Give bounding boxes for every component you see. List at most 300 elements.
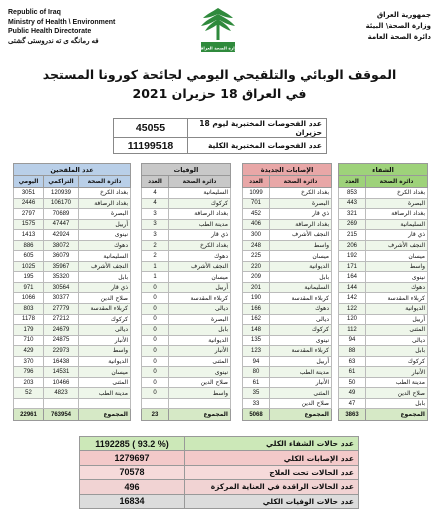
deaths-province: ميسان — [169, 272, 231, 283]
vaccinated-count: 370 — [14, 356, 44, 367]
recovered-province: بابل — [366, 398, 428, 409]
vaccinated-province: أربيل — [79, 219, 131, 230]
deaths-count: 0 — [142, 346, 169, 357]
cases-title-row — [243, 164, 332, 176]
header-ar-line: جمهورية العراق — [376, 11, 431, 19]
vaccinated-count: 14531 — [44, 367, 79, 378]
recovered-count: 171 — [339, 261, 366, 272]
recovered-total-cell: 3863 — [339, 409, 366, 421]
deaths-section-title: الوفيات — [142, 164, 231, 176]
recovered-title-row — [339, 164, 428, 176]
deaths-total-cell: 23 — [142, 409, 169, 421]
deaths-total-row — [142, 409, 231, 421]
recovered-row — [339, 240, 428, 251]
deaths-col-header: دائرة الصحة — [169, 176, 231, 188]
recovered-province: بغداد الرصافة — [366, 209, 428, 220]
vaccinated-count: 36079 — [44, 251, 79, 262]
cases-count: 35 — [243, 388, 270, 399]
vaccinated-province: صلاح الدين — [79, 293, 131, 304]
vaccinated-count: 22973 — [44, 346, 79, 357]
cases-row — [243, 314, 332, 325]
vaccinated-row — [14, 377, 131, 388]
vaccinated-row — [14, 388, 131, 399]
recovered-count: 88 — [339, 346, 366, 357]
vaccinated-province: بابل — [79, 272, 131, 283]
deaths-row — [142, 293, 231, 304]
cases-count: 201 — [243, 282, 270, 293]
deaths-province: دهوك — [169, 251, 231, 262]
recovered-count: 206 — [339, 240, 366, 251]
deaths-count: 0 — [142, 325, 169, 336]
recovered-count: 49 — [339, 388, 366, 399]
recovered-province: البصرة — [366, 198, 428, 209]
vaccinated-count: 70689 — [44, 209, 79, 220]
vaccinated-count: 1413 — [14, 230, 44, 241]
recovered-row — [339, 251, 428, 262]
vaccinated-count: 42924 — [44, 230, 79, 241]
deaths-province — [169, 398, 231, 409]
vaccinated-count: 179 — [14, 325, 44, 336]
summary-label: عدد الإصابات الكلي — [185, 451, 359, 465]
vaccinated-count: 796 — [14, 367, 44, 378]
cases-province: الديوانية — [270, 261, 332, 272]
vaccinated-count: 203 — [14, 377, 44, 388]
deaths-province: الديوانية — [169, 335, 231, 346]
vaccinated-count: 27779 — [44, 304, 79, 315]
deaths-row — [142, 209, 231, 220]
vaccinated-count: 16438 — [44, 356, 79, 367]
deaths-province: كركوك — [169, 198, 231, 209]
vaccinated-count — [14, 398, 44, 409]
recovered-count: 142 — [339, 293, 366, 304]
vaccinated-count: 886 — [14, 240, 44, 251]
cases-province: نينوى — [270, 335, 332, 346]
deaths-count: 3 — [142, 209, 169, 220]
daily-tests-label: عدد الفحوصات المختبرية ليوم 18 حزيران — [188, 119, 327, 138]
cases-province: الأنبار — [270, 377, 332, 388]
deaths-count: 3 — [142, 219, 169, 230]
deaths-row — [142, 335, 231, 346]
summary-row — [80, 494, 359, 508]
cases-province: ذي قار — [270, 209, 332, 220]
cases-row — [243, 293, 332, 304]
cases-province: واسط — [270, 240, 332, 251]
vaccinated-province: ديالى — [79, 325, 131, 336]
deaths-province: بابل — [169, 325, 231, 336]
vaccinated-title-row — [14, 164, 131, 176]
vaccinated-col-header: اليومي — [14, 176, 44, 188]
vaccinated-province: البصرة — [79, 209, 131, 220]
cases-row — [243, 230, 332, 241]
vaccinated-total-cell: 763954 — [44, 409, 79, 421]
deaths-province: ديالى — [169, 304, 231, 315]
recovered-province: ذي قار — [366, 230, 428, 241]
deaths-count: 0 — [142, 304, 169, 315]
vaccinated-count: 195 — [14, 272, 44, 283]
summary-value: 1192285 ( 93.2 %) — [80, 437, 185, 451]
recovered-count: 144 — [339, 282, 366, 293]
cases-province: كركوك — [270, 325, 332, 336]
deaths-count: 2 — [142, 251, 169, 262]
vaccinated-count: 30564 — [44, 282, 79, 293]
recovered-count: 443 — [339, 198, 366, 209]
cases-row — [243, 240, 332, 251]
deaths-count: 3 — [142, 230, 169, 241]
cases-province: ديالى — [270, 314, 332, 325]
recovered-table — [338, 163, 428, 421]
logo-text: وزارة الصحة العراقية — [196, 45, 240, 51]
cases-count: 701 — [243, 198, 270, 209]
recovered-count: 122 — [339, 304, 366, 315]
vaccinated-count: 35967 — [44, 261, 79, 272]
vaccinated-row — [14, 356, 131, 367]
recovered-total-cell: المجموع — [366, 409, 428, 421]
vaccinated-province: ذي قار — [79, 282, 131, 293]
recovered-count: 853 — [339, 188, 366, 199]
vaccinated-province: بغداد الرصافة — [79, 198, 131, 209]
recovered-row — [339, 335, 428, 346]
recovered-row — [339, 188, 428, 199]
cases-column-headers — [243, 176, 332, 188]
vaccinated-row — [14, 335, 131, 346]
cases-province: دهوك — [270, 304, 332, 315]
vaccinated-col-header: دائرة الصحة — [79, 176, 131, 188]
deaths-count — [142, 398, 169, 409]
cases-row — [243, 188, 332, 199]
vaccinated-province: بغداد الكرخ — [79, 188, 131, 199]
cases-row — [243, 377, 332, 388]
vaccinated-row — [14, 325, 131, 336]
recovered-row — [339, 293, 428, 304]
vaccinated-province: كركوك — [79, 314, 131, 325]
recovered-count: 94 — [339, 335, 366, 346]
tests-row — [114, 119, 327, 138]
recovered-province: واسط — [366, 261, 428, 272]
vaccinated-count: 38072 — [44, 240, 79, 251]
cases-row — [243, 304, 332, 315]
vaccinated-count: 3051 — [14, 188, 44, 199]
vaccinated-count: 47447 — [44, 219, 79, 230]
header-kurdish-line: فه رمانگه ی ته ندروستی گشتی — [8, 37, 99, 45]
deaths-row — [142, 377, 231, 388]
cases-row — [243, 398, 332, 409]
vaccinated-row — [14, 293, 131, 304]
ministry-logo-icon — [193, 4, 243, 56]
recovered-row — [339, 272, 428, 283]
recovered-province: دهوك — [366, 282, 428, 293]
vaccinated-count: 803 — [14, 304, 44, 315]
recovered-province: أربيل — [366, 314, 428, 325]
recovered-count: 192 — [339, 251, 366, 262]
vaccinated-section-title: عدد الملقحين — [14, 164, 131, 176]
cases-province: مدينة الطب — [270, 367, 332, 378]
cases-count: 94 — [243, 356, 270, 367]
cases-row — [243, 272, 332, 283]
deaths-province: مدينة الطب — [169, 219, 231, 230]
summary-value: 1279697 — [80, 451, 185, 465]
vaccinated-count: 710 — [14, 335, 44, 346]
header-ar-line: وزارة الصحة\ البيئة — [365, 22, 431, 30]
recovered-count: 269 — [339, 219, 366, 230]
cases-count: 406 — [243, 219, 270, 230]
summary-row — [80, 437, 359, 451]
cases-province: بغداد الكرخ — [270, 188, 332, 199]
deaths-count: 0 — [142, 293, 169, 304]
recovered-row — [339, 261, 428, 272]
deaths-row — [142, 356, 231, 367]
cases-count: 123 — [243, 346, 270, 357]
deaths-province: الأنبار — [169, 346, 231, 357]
vaccinated-province: النجف الأشرف — [79, 261, 131, 272]
deaths-province: بغداد الرصافة — [169, 209, 231, 220]
recovered-row — [339, 388, 428, 399]
vaccinated-count: 429 — [14, 346, 44, 357]
vaccinated-row — [14, 198, 131, 209]
deaths-row — [142, 282, 231, 293]
new-cases-table — [242, 163, 332, 421]
vaccinated-row — [14, 219, 131, 230]
cases-row — [243, 367, 332, 378]
cases-count: 61 — [243, 377, 270, 388]
deaths-count: 4 — [142, 188, 169, 199]
deaths-count: 1 — [142, 272, 169, 283]
deaths-province: السليمانية — [169, 188, 231, 199]
cases-total-cell: المجموع — [270, 409, 332, 421]
recovered-province: كركوك — [366, 356, 428, 367]
vaccinated-count: 27212 — [44, 314, 79, 325]
cases-count: 162 — [243, 314, 270, 325]
cases-row — [243, 251, 332, 262]
recovered-row — [339, 314, 428, 325]
vaccinated-total-cell: 22961 — [14, 409, 44, 421]
recovered-count: 63 — [339, 356, 366, 367]
deaths-row — [142, 240, 231, 251]
vaccinated-count: 106170 — [44, 198, 79, 209]
cases-province: البصرة — [270, 198, 332, 209]
vaccinated-count: 1025 — [14, 261, 44, 272]
report-title: الموقف الوبائي والتلقيحي اليومي لجائحة كورونا المستجد — [42, 67, 397, 82]
recovered-column-headers — [339, 176, 428, 188]
recovered-count: 112 — [339, 325, 366, 336]
cases-row — [243, 325, 332, 336]
vaccinated-row — [14, 188, 131, 199]
cases-count: 452 — [243, 209, 270, 220]
vaccinated-count: 605 — [14, 251, 44, 262]
vaccinated-province: مدينة الطب — [79, 388, 131, 399]
vaccinated-row — [14, 314, 131, 325]
cases-province: النجف الأشرف — [270, 230, 332, 241]
cases-count: 33 — [243, 398, 270, 409]
cases-row — [243, 335, 332, 346]
recovered-row — [339, 356, 428, 367]
recovered-row — [339, 346, 428, 357]
summary-label: عدد الحالات تحت العلاج — [185, 465, 359, 479]
cases-province: صلاح الدين — [270, 398, 332, 409]
cases-count: 209 — [243, 272, 270, 283]
deaths-row — [142, 230, 231, 241]
recovered-count: 47 — [339, 398, 366, 409]
vaccinated-row — [14, 346, 131, 357]
recovered-province: بغداد الكرخ — [366, 188, 428, 199]
cases-count: 80 — [243, 367, 270, 378]
recovered-row — [339, 398, 428, 409]
vaccinated-row — [14, 261, 131, 272]
recovered-province: نينوى — [366, 272, 428, 283]
recovered-row — [339, 282, 428, 293]
recovered-count: 215 — [339, 230, 366, 241]
recovered-province: النجف الأشرف — [366, 240, 428, 251]
vaccinated-province: الديوانية — [79, 356, 131, 367]
header-en-line: Public Health Directorate — [8, 28, 92, 35]
summary-row — [80, 480, 359, 494]
recovered-row — [339, 377, 428, 388]
cases-count: 248 — [243, 240, 270, 251]
summary-label: عدد حالات الوفيات الكلي — [185, 494, 359, 508]
cases-row — [243, 261, 332, 272]
vaccinated-count: 10466 — [44, 377, 79, 388]
summary-value: 496 — [80, 480, 185, 494]
vaccinated-count: 1066 — [14, 293, 44, 304]
vaccinated-count: 971 — [14, 282, 44, 293]
recovered-province: مدينة الطب — [366, 377, 428, 388]
cases-row — [243, 356, 332, 367]
cases-province: كربلاء المقدسة — [270, 293, 332, 304]
cases-row — [243, 282, 332, 293]
summary-table — [79, 436, 359, 509]
vaccinated-col-header: التراكمي — [44, 176, 79, 188]
total-tests-label: عدد الفحوصات المختبرية الكلية — [188, 138, 327, 154]
recovered-section-title: الشفاء — [339, 164, 428, 176]
recovered-province: السليمانية — [366, 219, 428, 230]
recovered-province: ديالى — [366, 335, 428, 346]
vaccinated-row — [14, 230, 131, 241]
deaths-row — [142, 304, 231, 315]
recovered-province: كربلاء المقدسة — [366, 293, 428, 304]
recovered-count: 61 — [339, 367, 366, 378]
deaths-row — [142, 325, 231, 336]
deaths-table — [141, 163, 231, 421]
recovered-row — [339, 209, 428, 220]
cases-count: 135 — [243, 335, 270, 346]
recovered-province: المثنى — [366, 325, 428, 336]
vaccinated-row — [14, 251, 131, 262]
vaccinated-province: السليمانية — [79, 251, 131, 262]
deaths-row — [142, 198, 231, 209]
deaths-row — [142, 251, 231, 262]
vaccinated-row — [14, 240, 131, 251]
deaths-row — [142, 314, 231, 325]
cases-row — [243, 198, 332, 209]
recovered-province: الأنبار — [366, 367, 428, 378]
cases-total-cell: 5068 — [243, 409, 270, 421]
vaccinated-province: المثنى — [79, 377, 131, 388]
vaccinated-table — [13, 163, 131, 421]
deaths-row — [142, 272, 231, 283]
deaths-total-cell: المجموع — [169, 409, 231, 421]
deaths-row — [142, 188, 231, 199]
cases-row — [243, 209, 332, 220]
deaths-count: 0 — [142, 367, 169, 378]
deaths-row — [142, 346, 231, 357]
deaths-province: كربلاء المقدسة — [169, 293, 231, 304]
vaccinated-count: 35320 — [44, 272, 79, 283]
header-english — [8, 8, 115, 46]
vaccinated-count: 30377 — [44, 293, 79, 304]
recovered-row — [339, 219, 428, 230]
deaths-row — [142, 388, 231, 399]
vaccinated-row — [14, 282, 131, 293]
vaccinated-province — [79, 398, 131, 409]
vaccinated-province: واسط — [79, 346, 131, 357]
deaths-row — [142, 261, 231, 272]
summary-row — [80, 451, 359, 465]
header-en-line: Ministry of Health \ Environment — [8, 18, 116, 26]
deaths-row — [142, 219, 231, 230]
recovered-col-header: دائرة الصحة — [366, 176, 428, 188]
cases-province: بابل — [270, 272, 332, 283]
deaths-province: النجف الأشرف — [169, 261, 231, 272]
deaths-count: 0 — [142, 314, 169, 325]
vaccinated-count: 52 — [14, 388, 44, 399]
vaccinated-province: ميسان — [79, 367, 131, 378]
cases-count: 1099 — [243, 188, 270, 199]
tests-row — [114, 138, 327, 154]
document-header — [0, 0, 439, 62]
summary-value: 16834 — [80, 494, 185, 508]
vaccinated-row — [14, 272, 131, 283]
daily-tests-value: 45055 — [114, 119, 188, 138]
cases-section-title: الإصابات الجديدة — [243, 164, 332, 176]
recovered-count: 50 — [339, 377, 366, 388]
cases-province: أربيل — [270, 356, 332, 367]
vaccinated-count — [44, 398, 79, 409]
vaccinated-province: دهوك — [79, 240, 131, 251]
vaccinated-total-cell: المجموع — [79, 409, 131, 421]
deaths-title-row — [142, 164, 231, 176]
cases-count: 190 — [243, 293, 270, 304]
cases-total-row — [243, 409, 332, 421]
header-arabic — [366, 10, 431, 43]
summary-label: عدد الحالات الراقدة في العناية المركزة — [185, 480, 359, 494]
cases-province: المثنى — [270, 388, 332, 399]
recovered-province: صلاح الدين — [366, 388, 428, 399]
vaccinated-count: 120939 — [44, 188, 79, 199]
deaths-province: المثنى — [169, 356, 231, 367]
cases-count: 225 — [243, 251, 270, 262]
recovered-row — [339, 198, 428, 209]
vaccinated-row — [14, 398, 131, 409]
vaccinated-count: 1178 — [14, 314, 44, 325]
cases-count: 148 — [243, 325, 270, 336]
vaccinated-total-row — [14, 409, 131, 421]
vaccinated-count: 1575 — [14, 219, 44, 230]
vaccinated-column-headers — [14, 176, 131, 188]
vaccinated-province: كربلاء المقدسة — [79, 304, 131, 315]
recovered-count: 164 — [339, 272, 366, 283]
recovered-count: 120 — [339, 314, 366, 325]
deaths-province: صلاح الدين — [169, 377, 231, 388]
vaccinated-count: 2797 — [14, 209, 44, 220]
deaths-province: البصرة — [169, 314, 231, 325]
deaths-column-headers — [142, 176, 231, 188]
report-subtitle: في العراق 18 حزيران 2021 — [132, 86, 307, 101]
deaths-province: واسط — [169, 388, 231, 399]
deaths-row — [142, 398, 231, 409]
cases-province: كربلاء المقدسة — [270, 346, 332, 357]
deaths-count: 0 — [142, 388, 169, 399]
vaccinated-row — [14, 304, 131, 315]
recovered-total-row — [339, 409, 428, 421]
